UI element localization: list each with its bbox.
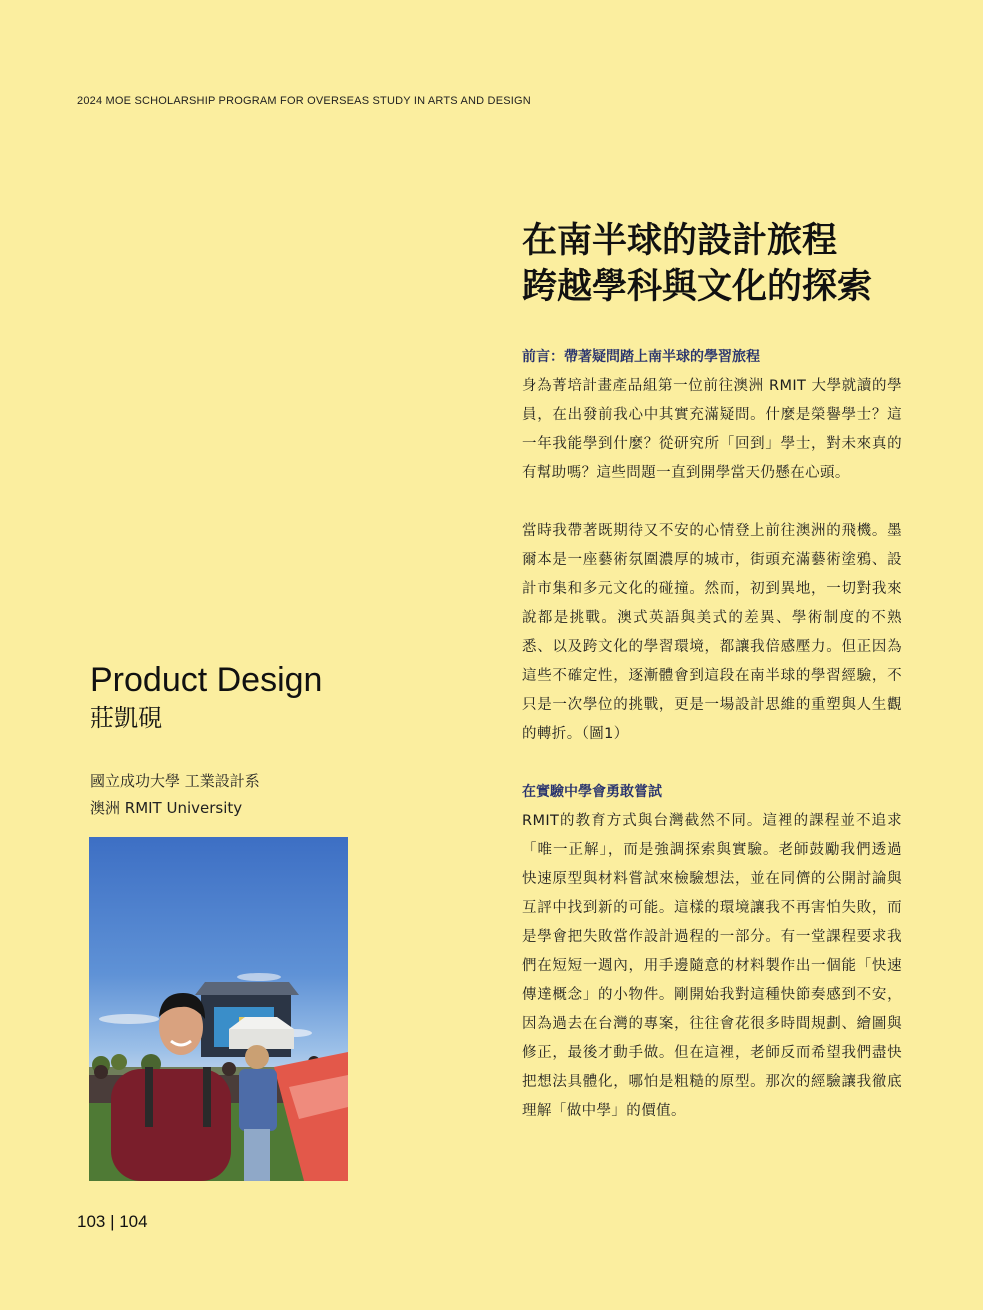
student-at-outdoor-festival-photo (89, 837, 348, 1181)
article-title-line-1: 在南半球的設計旅程 (522, 221, 838, 261)
page-numbers: 103 | 104 (77, 1212, 148, 1231)
paragraph-spacer (522, 488, 902, 517)
paragraph-intro-1: 身為菁培計畫產品組第一位前往澳洲 RMIT 大學就讀的學員，在出發前我心中其實充滿疑問。什麼是榮譽學士？這一年我能學到什麼？從研究所「回到」學士，對未來真的有幫助嗎？這些問題一直到開學當天仍懸在心頭。 (522, 378, 902, 481)
home-school: 國立成功大學 工業設計系 (90, 772, 260, 790)
running-header: 2024 MOE SCHOLARSHIP PROGRAM FOR OVERSEAS STUDY IN ARTS AND DESIGN (77, 95, 531, 107)
host-university: 澳洲 RMIT University (90, 799, 243, 817)
section-heading-experiment: 在實驗中學會勇敢嘗試 (522, 784, 662, 800)
student-photo (89, 837, 348, 1181)
paragraph-experiment-1: RMIT的教育方式與台灣截然不同。這裡的課程並不追求「唯一正解」，而是強調探索與實驗。老師鼓勵我們透過快速原型與材料嘗試來檢驗想法，並在同儕的公開討論與互評中找到新的可能。這樣的環境讓我不再害怕失敗，而是學會把失敗當作設計過程的一部分。有一堂課程要求我們在短短一週內，用手邊隨意的材料製作出一個能「快速傳達概念」的小物件。剛開始我對這種快節奏感到不安，因為過去在台灣的專案，往往會花很多時間規劃、繪圖與修正，最後才動手做。但在這裡，老師反而希望我們盡快把想法具體化，哪怕是粗糙的原型。那次的經驗讓我徹底理解「做中學」的價值。 (522, 813, 902, 1119)
section-heading-intro: 前言：帶著疑問踏上南半球的學習旅程 (522, 349, 760, 365)
author-block (90, 658, 420, 822)
paragraph-intro-2: 當時我帶著既期待又不安的心情登上前往澳洲的飛機。墨爾本是一座藝術氛圍濃厚的城市，街頭充滿藝術塗鴉、設計市集和多元文化的碰撞。然而，初到異地，一切對我來說都是挑戰。澳式英語與美式的差異、學術制度的不熟悉、以及跨文化的學習環境，都讓我倍感壓力。但正因為這些不確定性，逐漸體會到這段在南半球的學習經驗，不只是一次學位的挑戰，更是一場設計思維的重塑與人生觀的轉折。（圖1） (522, 523, 902, 742)
department-name: Product Design (90, 661, 323, 699)
article-title-line-2: 跨越學科與文化的探索 (522, 267, 873, 307)
article-body (522, 343, 902, 1126)
author-name: 莊凱硯 (90, 704, 162, 732)
author-affiliation (90, 768, 420, 822)
article-title (522, 218, 942, 310)
paragraph-spacer (522, 749, 902, 778)
